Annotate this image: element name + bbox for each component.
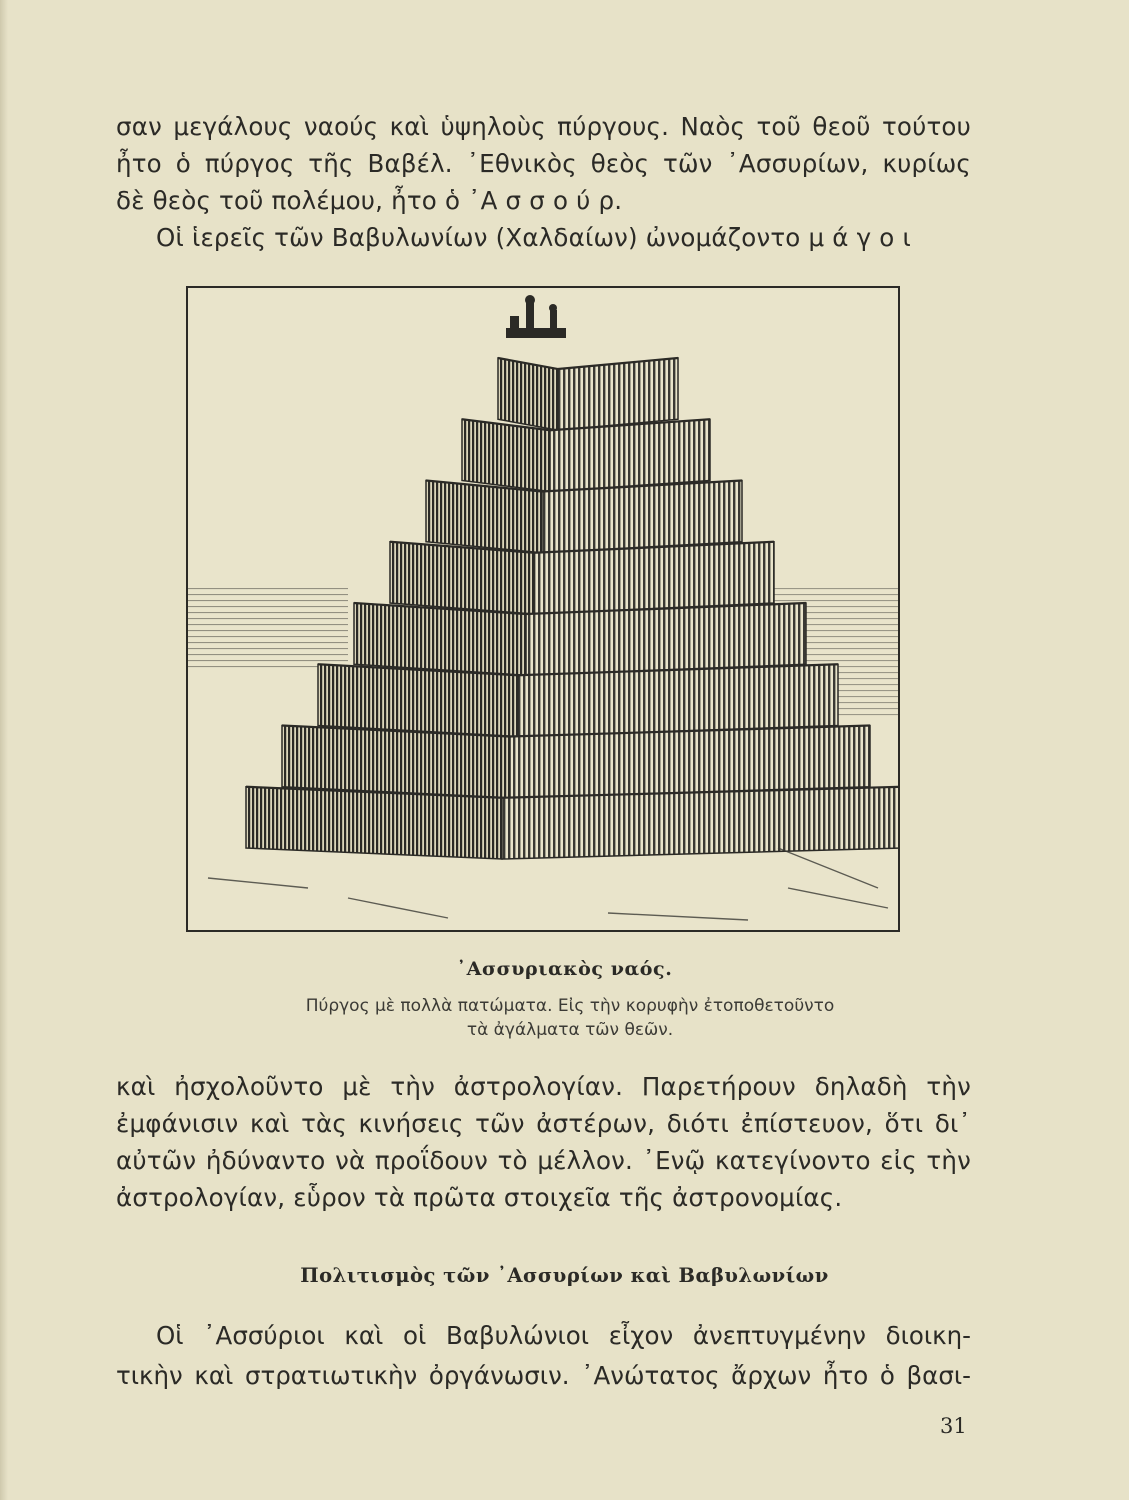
tower-tier [318, 664, 838, 736]
tower-tier [498, 358, 678, 430]
text-line: ἐμφάνισιν καὶ τὰς κινήσεις τῶν ἀστέρων, διότι ἐπίστευον, ὅτι δι᾿ [116, 1109, 971, 1138]
text-line: αὐτῶν ἠδύναντο νὰ προΐδουν τὸ μέλλον. ᾿Ενῷ κατεγίνοντο εἰς τὴν [116, 1146, 971, 1175]
text-line: σαν μεγάλους ναούς καὶ ὑψηλοὺς πύργους. Ναὸς τοῦ θεοῦ τούτου [116, 112, 971, 141]
figure-caption-line: τὰ ἀγάλματα τῶν θεῶν. [466, 1020, 674, 1040]
text-line: καὶ ἠσχολοῦντο μὲ τὴν ἀστρολογίαν. Παρετήρουν δηλαδὴ τὴν [116, 1072, 971, 1101]
section-heading: Πολιτισμὸς τῶν ᾿Ασσυρίων καὶ Βαβυλωνίων [300, 1264, 829, 1287]
tower-tier [246, 787, 898, 859]
text-line: Οἱ ἱερεῖς τῶν Βαβυλωνίων (Χαλδαίων) ὠνομάζοντο μ ά γ ο ι [156, 223, 911, 252]
paragraph-top [116, 108, 971, 256]
paragraph-bottom [116, 1316, 971, 1396]
tower-tier [390, 542, 774, 614]
tower-tier [354, 603, 806, 675]
text-line: ἀστρολογίαν, εὗρον τὰ πρῶτα στοιχεῖα τῆς ἀστρονομίας. [116, 1183, 843, 1212]
text-line: δὲ θεὸς τοῦ πολέμου, ἦτο ὁ ᾿Α σ σ ο ύ ρ. [116, 186, 623, 215]
ziggurat-drawing [188, 288, 898, 930]
tower-tier [426, 481, 742, 553]
figure-caption-line: Πύργος μὲ πολλὰ πατώματα. Εἰς τὴν κορυφὴν ἐτοποθετοῦντο [305, 996, 835, 1016]
ziggurat-illustration [186, 286, 900, 932]
text-line: ἦτο ὁ πύργος τῆς Βαβέλ. ᾿Εθνικὸς θεὸς τῶν ᾿Ασσυρίων, κυρίως [116, 149, 971, 178]
tower-tier [462, 419, 710, 491]
text-line: τικὴν καὶ στρατιωτικὴν ὀργάνωσιν. ᾿Ανώτατος ἄρχων ἦτο ὁ βασι- [116, 1361, 971, 1390]
paragraph-middle [116, 1068, 971, 1216]
tower-tier [282, 726, 870, 798]
text-line: Οἱ ᾿Ασσύριοι καὶ οἱ Βαβυλώνιοι εἶχον ἀνεπτυγμένην διοικη- [156, 1321, 971, 1350]
page-number: 31 [940, 1414, 967, 1438]
figure-caption-title: ᾿Ασσυριακὸς ναός. [456, 958, 673, 980]
statues-on-top [506, 295, 566, 338]
